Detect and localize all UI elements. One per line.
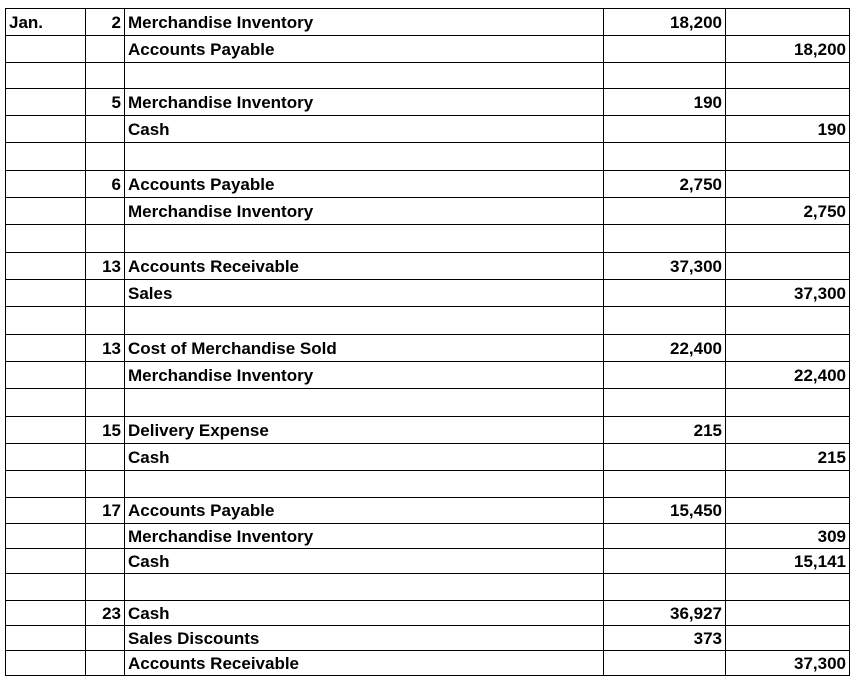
credit-amount: 190 <box>726 116 850 143</box>
debit-amount: 373 <box>604 626 726 651</box>
blank-separator-row <box>6 471 850 498</box>
debit-account-name: Merchandise Inventory <box>125 89 604 116</box>
credit-amount <box>726 601 850 626</box>
debit-amount <box>604 116 726 143</box>
credit-account-name: Sales <box>125 280 604 307</box>
credit-amount: 2,750 <box>726 198 850 225</box>
credit-amount: 22,400 <box>726 362 850 389</box>
debit-account-name: Cash <box>125 601 604 626</box>
journal-line <box>6 362 850 389</box>
credit-amount <box>726 335 850 362</box>
blank-cell <box>6 63 86 89</box>
debit-amount: 215 <box>604 417 726 444</box>
journal-line <box>6 524 850 549</box>
journal-line <box>6 335 850 362</box>
credit-amount <box>726 89 850 116</box>
credit-amount: 215 <box>726 444 850 471</box>
debit-amount: 2,750 <box>604 171 726 198</box>
month-cell <box>6 444 86 471</box>
day-cell <box>86 549 125 574</box>
day-cell <box>86 362 125 389</box>
journal-line <box>6 171 850 198</box>
month-cell <box>6 651 86 676</box>
month-cell <box>6 36 86 63</box>
month-cell <box>6 198 86 225</box>
credit-account-name: Cash <box>125 116 604 143</box>
entry-day: 2 <box>86 9 125 36</box>
journal-line <box>6 280 850 307</box>
month-cell <box>6 601 86 626</box>
blank-cell <box>86 471 125 498</box>
entry-day: 17 <box>86 498 125 524</box>
month-label: Jan. <box>6 9 86 36</box>
day-cell <box>86 36 125 63</box>
credit-amount: 18,200 <box>726 36 850 63</box>
debit-account-name: Accounts Payable <box>125 171 604 198</box>
blank-separator-row <box>6 225 850 253</box>
blank-cell <box>6 307 86 335</box>
journal-line <box>6 626 850 651</box>
month-cell <box>6 626 86 651</box>
journal-line <box>6 444 850 471</box>
credit-account-name: Merchandise Inventory <box>125 362 604 389</box>
month-cell <box>6 89 86 116</box>
entry-day: 23 <box>86 601 125 626</box>
blank-cell <box>726 63 850 89</box>
credit-amount <box>726 417 850 444</box>
debit-amount <box>604 36 726 63</box>
blank-cell <box>125 63 604 89</box>
month-cell <box>6 549 86 574</box>
debit-account-name: Cost of Merchandise Sold <box>125 335 604 362</box>
blank-cell <box>726 471 850 498</box>
debit-amount: 37,300 <box>604 253 726 280</box>
debit-amount <box>604 362 726 389</box>
blank-cell <box>125 574 604 601</box>
blank-cell <box>726 389 850 417</box>
month-cell <box>6 335 86 362</box>
blank-cell <box>6 574 86 601</box>
debit-account-name: Sales Discounts <box>125 626 604 651</box>
journal-line <box>6 601 850 626</box>
debit-amount <box>604 280 726 307</box>
credit-amount <box>726 171 850 198</box>
credit-account-name: Cash <box>125 549 604 574</box>
blank-cell <box>125 225 604 253</box>
blank-cell <box>86 143 125 171</box>
journal-line <box>6 89 850 116</box>
credit-amount: 15,141 <box>726 549 850 574</box>
journal-line <box>6 198 850 225</box>
debit-amount: 36,927 <box>604 601 726 626</box>
journal-line <box>6 36 850 63</box>
blank-cell <box>604 471 726 498</box>
month-cell <box>6 280 86 307</box>
debit-account-name: Accounts Payable <box>125 498 604 524</box>
day-cell <box>86 626 125 651</box>
blank-cell <box>604 307 726 335</box>
blank-separator-row <box>6 307 850 335</box>
blank-cell <box>726 574 850 601</box>
credit-account-name: Cash <box>125 444 604 471</box>
debit-amount <box>604 444 726 471</box>
debit-amount: 15,450 <box>604 498 726 524</box>
blank-cell <box>604 143 726 171</box>
month-cell <box>6 417 86 444</box>
month-cell <box>6 171 86 198</box>
blank-cell <box>6 225 86 253</box>
entry-day: 13 <box>86 335 125 362</box>
debit-amount: 22,400 <box>604 335 726 362</box>
journal-line <box>6 116 850 143</box>
journal-line <box>6 651 850 676</box>
journal-body <box>6 9 850 676</box>
month-cell <box>6 116 86 143</box>
blank-separator-row <box>6 63 850 89</box>
day-cell <box>86 280 125 307</box>
entry-day: 5 <box>86 89 125 116</box>
day-cell <box>86 651 125 676</box>
credit-amount <box>726 9 850 36</box>
debit-account-name: Merchandise Inventory <box>125 9 604 36</box>
debit-amount <box>604 651 726 676</box>
blank-cell <box>6 143 86 171</box>
credit-amount: 37,300 <box>726 280 850 307</box>
month-cell <box>6 524 86 549</box>
blank-cell <box>604 63 726 89</box>
blank-cell <box>86 389 125 417</box>
blank-cell <box>86 225 125 253</box>
blank-cell <box>6 471 86 498</box>
blank-cell <box>726 307 850 335</box>
credit-amount <box>726 253 850 280</box>
month-cell <box>6 362 86 389</box>
entry-day: 13 <box>86 253 125 280</box>
credit-account-name: Merchandise Inventory <box>125 198 604 225</box>
blank-separator-row <box>6 143 850 171</box>
blank-cell <box>86 63 125 89</box>
day-cell <box>86 198 125 225</box>
entry-day: 15 <box>86 417 125 444</box>
debit-account-name: Accounts Receivable <box>125 253 604 280</box>
blank-cell <box>86 574 125 601</box>
journal-line <box>6 498 850 524</box>
blank-cell <box>125 143 604 171</box>
debit-amount: 190 <box>604 89 726 116</box>
debit-amount <box>604 524 726 549</box>
credit-account-name: Merchandise Inventory <box>125 524 604 549</box>
journal-line <box>6 417 850 444</box>
credit-amount: 309 <box>726 524 850 549</box>
journal-table <box>5 8 850 676</box>
debit-amount <box>604 198 726 225</box>
blank-cell <box>86 307 125 335</box>
debit-amount: 18,200 <box>604 9 726 36</box>
credit-account-name: Accounts Payable <box>125 36 604 63</box>
month-cell <box>6 253 86 280</box>
blank-cell <box>6 389 86 417</box>
blank-cell <box>125 389 604 417</box>
month-cell <box>6 498 86 524</box>
journal-line <box>6 9 850 36</box>
blank-cell <box>125 471 604 498</box>
blank-cell <box>604 389 726 417</box>
credit-amount <box>726 626 850 651</box>
credit-account-name: Accounts Receivable <box>125 651 604 676</box>
day-cell <box>86 444 125 471</box>
journal-line <box>6 549 850 574</box>
journal-line <box>6 253 850 280</box>
day-cell <box>86 524 125 549</box>
entry-day: 6 <box>86 171 125 198</box>
debit-account-name: Delivery Expense <box>125 417 604 444</box>
credit-amount: 37,300 <box>726 651 850 676</box>
blank-separator-row <box>6 574 850 601</box>
debit-amount <box>604 549 726 574</box>
blank-cell <box>726 143 850 171</box>
credit-amount <box>726 498 850 524</box>
blank-cell <box>125 307 604 335</box>
blank-cell <box>604 574 726 601</box>
blank-separator-row <box>6 389 850 417</box>
blank-cell <box>604 225 726 253</box>
day-cell <box>86 116 125 143</box>
blank-cell <box>726 225 850 253</box>
